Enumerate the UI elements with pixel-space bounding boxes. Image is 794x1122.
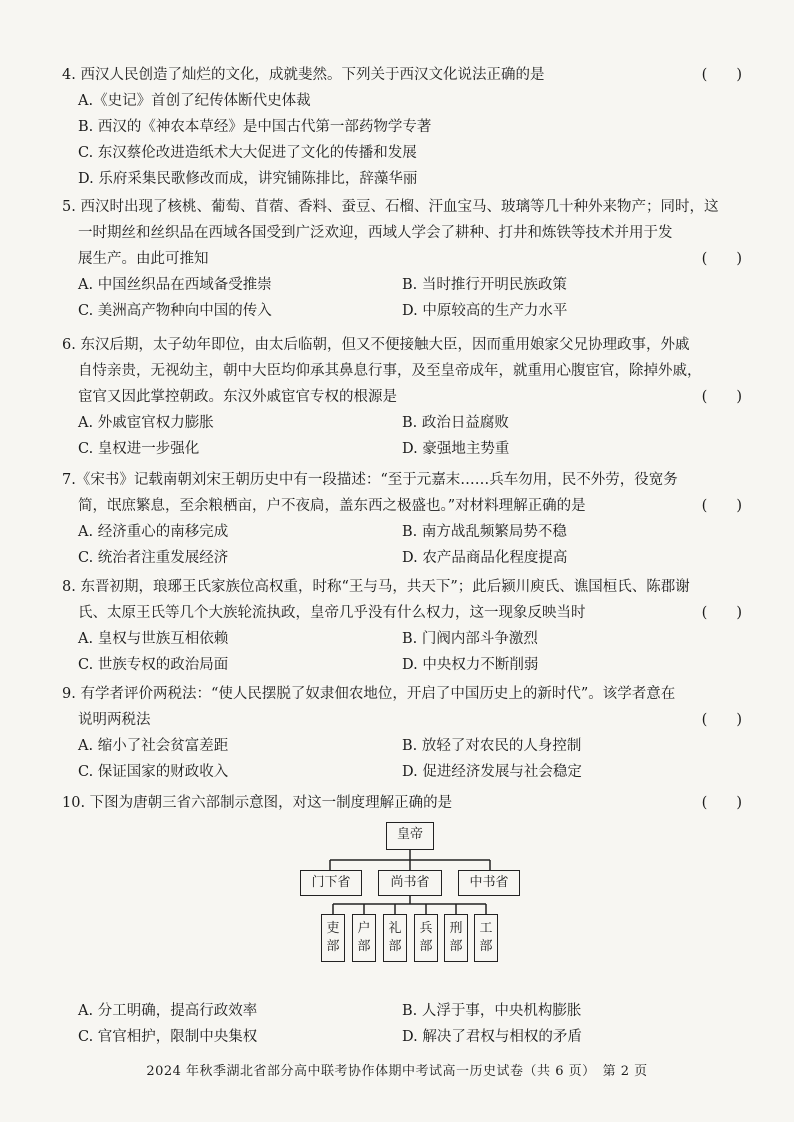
option-b: B. 门阀内部斗争激烈 [402, 631, 538, 647]
question-stem: 6. 东汉后期，太子幼年即位，由太后临朝，但又不便接触大臣，因而重用娘家父兄协理政事，外戚 [62, 337, 690, 353]
answer-bracket: ( ) [701, 498, 742, 514]
question-stem: 5. 西汉时出现了核桃、葡萄、苜蓿、香料、蚕豆、石榴、汗血宝马、玻璃等几十种外来物产；同时，这 [62, 199, 719, 215]
page-footer: 2024 年秋季湖北省部分高中联考协作体期中考试高一历史试卷（共 6 页） 第 2 页 [146, 1064, 648, 1079]
three-departments-six-ministries-diagram [300, 818, 520, 968]
question-8 [62, 574, 742, 678]
question-stem: 说明两税法 [78, 712, 151, 728]
option-d: D. 中央权力不断削弱 [402, 657, 539, 673]
option-b: B. 放轻了对农民的人身控制 [402, 738, 582, 754]
ministry-box: 吏部 [321, 914, 345, 962]
option-c: C. 东汉蔡伦改进造纸术大大促进了文化的传播和发展 [78, 145, 417, 161]
question-9 [62, 681, 742, 785]
question-stem: 简，氓庶繁息，至余粮栖亩，户不夜扃，盖东西之极盛也。”对材料理解正确的是 [78, 498, 586, 514]
option-c: C. 美洲高产物种向中国的传入 [78, 303, 272, 319]
question-6 [62, 332, 742, 462]
ministry-box: 工部 [474, 914, 498, 962]
option-a: A. 经济重心的南移完成 [78, 524, 229, 540]
option-a: A. 缩小了社会贫富差距 [78, 738, 229, 754]
question-4 [62, 62, 742, 192]
question-stem: 7.《宋书》记载南朝刘宋王朝历史中有一段描述：“至于元嘉末……兵车勿用，民不外劳，役宽务 [62, 472, 678, 488]
option-d: D. 解决了君权与相权的矛盾 [402, 1029, 582, 1045]
department-box: 尚书省 [378, 870, 442, 896]
answer-bracket: ( ) [701, 712, 742, 728]
option-c: C. 官官相护，限制中央集权 [78, 1029, 258, 1045]
option-c: C. 世族专权的政治局面 [78, 657, 229, 673]
ministry-box: 兵部 [414, 914, 438, 962]
question-10-options [62, 1024, 742, 1050]
question-stem: 8. 东晋初期，琅琊王氏家族位高权重，时称“王与马，共天下”；此后颍川庾氏、谯国桓氏、陈郡谢 [62, 579, 690, 595]
question-10-options [62, 998, 742, 1024]
option-b: B. 政治日益腐败 [402, 415, 509, 431]
answer-bracket: ( ) [701, 605, 742, 621]
option-a: A. 中国丝织品在西域备受推崇 [78, 277, 272, 293]
question-10 [62, 790, 742, 816]
option-a: A. 分工明确，提高行政效率 [78, 1003, 258, 1019]
option-d: D. 中原较高的生产力水平 [402, 303, 568, 319]
option-b: B. 南方战乱频繁局势不稳 [402, 524, 567, 540]
question-5 [62, 194, 742, 324]
question-stem: 9. 有学者评价两税法：“使人民摆脱了奴隶佃农地位，开启了中国历史上的新时代”。该学者意在 [62, 686, 676, 702]
option-b: B. 西汉的《神农本草经》是中国古代第一部药物学专著 [78, 119, 432, 135]
question-stem: 10. 下图为唐朝三省六部制示意图，对这一制度理解正确的是 [62, 795, 453, 811]
option-a: A. 外戚宦官权力膨胀 [78, 415, 214, 431]
option-b: B. 当时推行开明民族政策 [402, 277, 567, 293]
option-c: C. 保证国家的财政收入 [78, 764, 229, 780]
answer-bracket: ( ) [701, 67, 742, 83]
question-stem: 自恃亲贵，无视幼主，朝中大臣均仰承其鼻息行事，及至皇帝成年，就重用心腹宦官，除掉外戚， [78, 363, 702, 379]
department-box: 中书省 [458, 870, 520, 896]
answer-bracket: ( ) [701, 251, 742, 267]
question-stem: 一时期丝和丝织品在西域各国受到广泛欢迎，西域人学会了耕种、打井和炼铁等技术并用于发 [78, 225, 673, 241]
ministry-box: 户部 [352, 914, 376, 962]
question-7 [62, 467, 742, 571]
option-c: C. 皇权进一步强化 [78, 441, 200, 457]
question-stem: 宦官又因此掌控朝政。东汉外戚宦官专权的根源是 [78, 389, 397, 405]
option-a: A. 皇权与世族互相依赖 [78, 631, 229, 647]
answer-bracket: ( ) [701, 389, 742, 405]
ministry-box: 刑部 [444, 914, 468, 962]
question-stem: 氏、太原王氏等几个大族轮流执政，皇帝几乎没有什么权力，这一现象反映当时 [78, 605, 586, 621]
option-b: B. 人浮于事，中央机构膨胀 [402, 1003, 582, 1019]
ministry-box: 礼部 [383, 914, 407, 962]
emperor-box: 皇帝 [386, 822, 434, 850]
answer-bracket: ( ) [701, 795, 742, 811]
option-d: D. 农产品商品化程度提高 [402, 550, 568, 566]
option-d: D. 豪强地主势重 [402, 441, 510, 457]
option-a: A.《史记》首创了纪传体断代史体裁 [78, 93, 311, 109]
question-stem: 展生产。由此可推知 [78, 251, 209, 267]
question-stem: 4. 西汉人民创造了灿烂的文化，成就斐然。下列关于西汉文化说法正确的是 [62, 67, 545, 83]
option-c: C. 统治者注重发展经济 [78, 550, 229, 566]
department-box: 门下省 [300, 870, 362, 896]
option-d: D. 促进经济发展与社会稳定 [402, 764, 582, 780]
option-d: D. 乐府采集民歌修改而成，讲究铺陈排比，辞藻华丽 [78, 171, 418, 187]
